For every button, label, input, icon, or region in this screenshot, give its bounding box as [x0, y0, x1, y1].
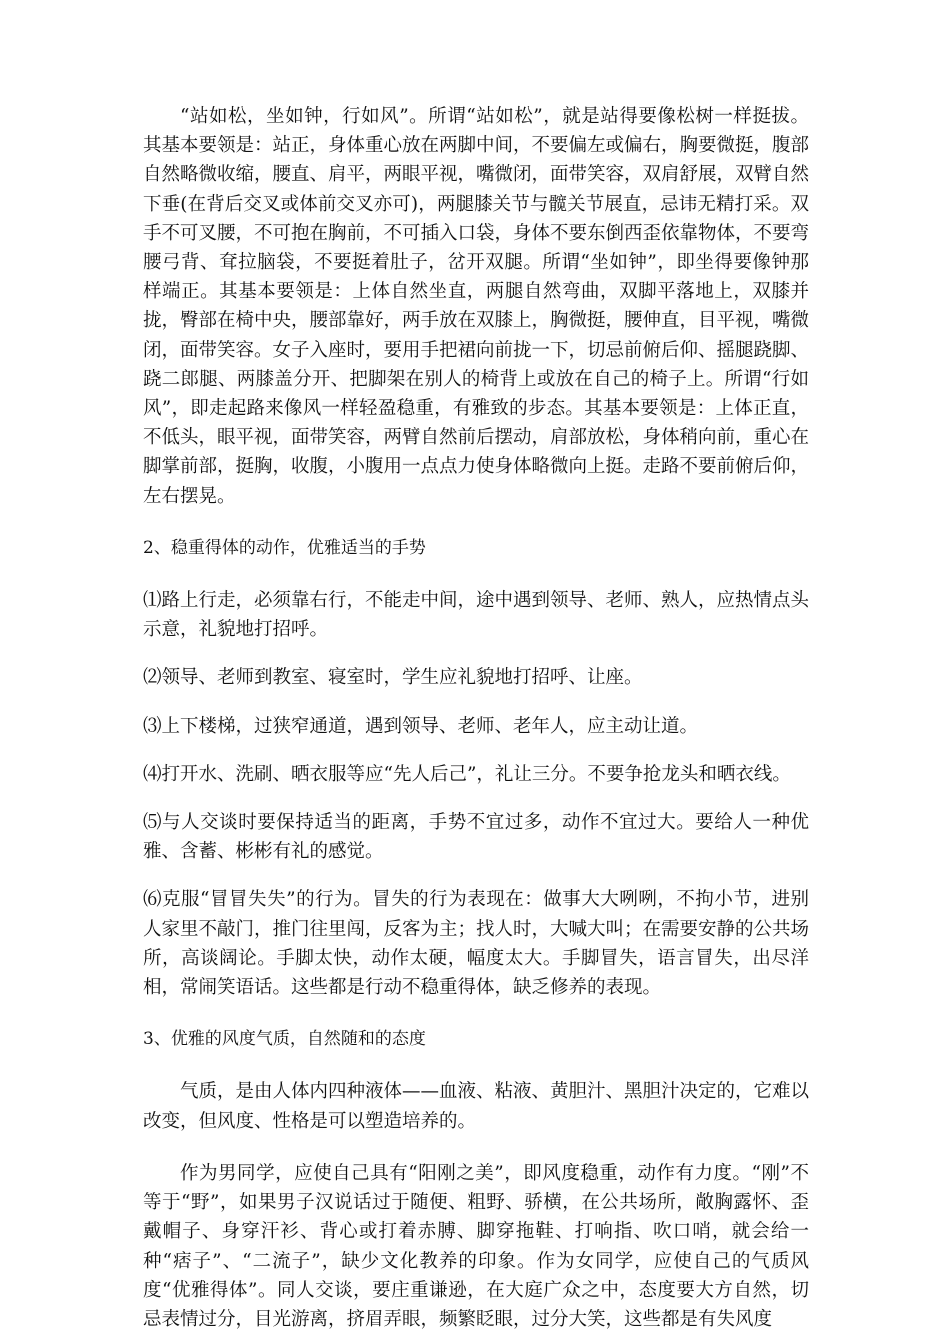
list-item-2: ⑵领导、老师到教室、寝室时，学生应礼貌地打招呼、让座。 — [143, 667, 643, 689]
section-heading-3: 3、优雅的风度气质，自然随和的态度 — [143, 1029, 426, 1050]
demeanor-paragraph: 作为男同学，应使自己具有“阳刚之美”，即风度稳重，动作有力度。“刚”不等于“野”，如果男子汉说话过于随便、粗野、骄横，在公共场所，敞胸露怀、歪戴帽子、身穿汗衫、背心或打着赤膊、脚穿拖鞋、打响指、吹口哨，就会给一种“痞子”、“二流子”，缺少文化教养的印象。作为女同学，应使自己的气质风度“优雅得体”。同人交谈，要庄重谦逊，在大庭广众之中，态度要大方自然，切忌表情过分，目光游离，挤眉弄眼，频繁眨眼，过分大笑，这些都是有失风度 — [143, 1162, 809, 1330]
list-item-4: ⑷打开水、洗刷、晒衣服等应“先人后己”，礼让三分。不要争抢龙头和晒衣线。 — [143, 763, 791, 785]
document-page — [143, 102, 809, 1334]
list-item-3: ⑶上下楼梯，过狭窄通道，遇到领导、老师、老年人，应主动让道。 — [143, 715, 699, 737]
temperament-paragraph: 气质，是由人体内四种液体——血液、粘液、黄胆汁、黑胆汁决定的，它难以改变，但风度、性格是可以塑造培养的。 — [143, 1081, 810, 1132]
section-heading-2: 2、稳重得体的动作，优雅适当的手势 — [143, 537, 426, 558]
list-item-5: ⑸与人交谈时要保持适当的距离，手势不宜过多，动作不宜过大。要给人一种优雅、含蓄、彬彬有礼的感觉。 — [143, 812, 809, 863]
list-item-1: ⑴路上行走，必须靠右行，不能走中间，途中遇到领导、老师、熟人，应热情点头示意，礼貌地打招呼。 — [143, 590, 810, 641]
list-item-6: ⑹克服“冒冒失失”的行为。冒失的行为表现在：做事大大咧咧，不拘小节，进别人家里不敲门，推门往里闯，反客为主；找人时，大喊大叫；在需要安静的公共场所，高谈阔论。手脚太快，动作太硬，幅度太大。手脚冒失，语言冒失，出尽洋相，常闹笑语话。这些都是行动不稳重得体，缺乏修养的表现。 — [143, 889, 810, 999]
posture-paragraph: “站如松，坐如钟，行如风”。所谓“站如松”，就是站得要像松树一样挺拔。其基本要领是：站正，身体重心放在两脚中间，不要偏左或偏右，胸要微挺，腹部自然略微收缩，腰直、肩平，两眼平视，嘴微闭，面带笑容，双肩舒展，双臂自然下垂(在背后交叉或体前交叉亦可)，两腿膝关节与髋关节展直，忌讳无精打采。双手不可叉腰，不可抱在胸前，不可插入口袋，身体不要东倒西歪依靠物体，不要弯腰弓背、耷拉脑袋，不要挺着肚子，岔开双腿。所谓“坐如钟”，即坐得要像钟那样端正。其基本要领是：上体自然坐直，两腿自然弯曲，双脚平落地上，双膝并拢，臀部在椅中央，腰部靠好，两手放在双膝上，胸微挺，腰伸直，目平视，嘴微闭，面带笑容。女子入座时，要用手把裙向前拢一下，切忌前俯后仰、摇腿跷脚、跷二郎腿、两膝盖分开、把脚架在别人的椅背上或放在自己的椅子上。所谓“行如风”，即走起路来像风一样轻盈稳重，有雅致的步态。其基本要领是：上体正直，不低头，眼平视，面带笑容，两臂自然前后摆动，肩部放松，身体稍向前，重心在脚掌前部，挺胸，收腹，小腹用一点点力使身体略微向上挺。走路不要前俯后仰，左右摆晃。 — [143, 106, 810, 507]
